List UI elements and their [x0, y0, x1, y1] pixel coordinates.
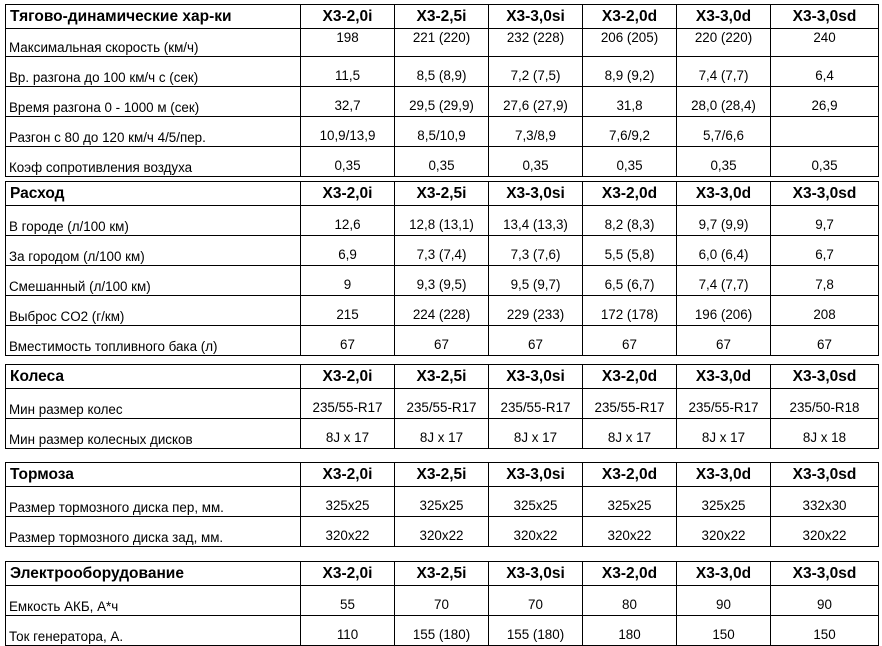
table-row: [6, 266, 879, 296]
model-header: X3-2,5i: [395, 5, 489, 29]
model-header: X3-3,0d: [677, 562, 771, 586]
cell-value: 6,7: [771, 236, 879, 266]
cell-value: 8J x 17: [489, 419, 583, 449]
cell-value: 8J x 17: [677, 419, 771, 449]
table-row: [6, 236, 879, 266]
model-header: X3-2,0i: [301, 463, 395, 487]
cell-value: 220 (220): [677, 29, 771, 57]
cell-value: 155 (180): [489, 616, 583, 646]
model-header: X3-2,0d: [583, 365, 677, 389]
cell-value: 8J x 17: [583, 419, 677, 449]
cell-value: 8,2 (8,3): [583, 206, 677, 236]
cell-value: 27,6 (27,9): [489, 87, 583, 117]
cell-value: 325x25: [301, 487, 395, 517]
cell-value: 6,5 (6,7): [583, 266, 677, 296]
cell-value: 198: [301, 29, 395, 57]
row-label: Коэф сопротивления воздуха: [6, 147, 301, 177]
cell-value: 325x25: [583, 487, 677, 517]
model-header: X3-3,0si: [489, 5, 583, 29]
table-row: [6, 487, 879, 517]
cell-value: 9,3 (9,5): [395, 266, 489, 296]
cell-value: 67: [301, 326, 395, 356]
cell-value: 9: [301, 266, 395, 296]
cell-value: 224 (228): [395, 296, 489, 326]
section-header: [6, 562, 879, 586]
cell-value: 180: [583, 616, 677, 646]
cell-value: 0,35: [301, 147, 395, 177]
cell-value: 0,35: [677, 147, 771, 177]
model-header: X3-3,0sd: [771, 5, 879, 29]
cell-value: 7,4 (7,7): [677, 266, 771, 296]
row-label: Смешанный (л/100 км): [6, 266, 301, 296]
cell-value: 235/55-R17: [301, 389, 395, 419]
model-header: X3-3,0d: [677, 365, 771, 389]
row-label: Максимальная скорость (км/ч): [6, 29, 301, 57]
cell-value: 235/55-R17: [583, 389, 677, 419]
table-row: [6, 296, 879, 326]
cell-value: 12,6: [301, 206, 395, 236]
cell-value: 150: [677, 616, 771, 646]
row-label: Выброс CO2 (г/км): [6, 296, 301, 326]
cell-value: 6,0 (6,4): [677, 236, 771, 266]
cell-value: 320x22: [301, 517, 395, 547]
cell-value: 90: [771, 586, 879, 616]
model-header: X3-2,5i: [395, 182, 489, 206]
section-title: Расход: [6, 182, 301, 206]
cell-value: 240: [771, 29, 879, 57]
cell-value: 80: [583, 586, 677, 616]
model-header: X3-2,0d: [583, 463, 677, 487]
row-label: Мин размер колес: [6, 389, 301, 419]
table-row: [6, 616, 879, 646]
cell-value: 232 (228): [489, 29, 583, 57]
cell-value: 67: [395, 326, 489, 356]
row-label: Размер тормозного диска зад, мм.: [6, 517, 301, 547]
model-header: X3-2,0i: [301, 562, 395, 586]
model-header: X3-3,0d: [677, 463, 771, 487]
cell-value: 9,7 (9,9): [677, 206, 771, 236]
cell-value: 155 (180): [395, 616, 489, 646]
cell-value: 229 (233): [489, 296, 583, 326]
cell-value: 10,9/13,9: [301, 117, 395, 147]
cell-value: 90: [677, 586, 771, 616]
cell-value: 7,4 (7,7): [677, 57, 771, 87]
cell-value: 235/55-R17: [489, 389, 583, 419]
cell-value: 7,6/9,2: [583, 117, 677, 147]
section-header: [6, 365, 879, 389]
model-header: X3-3,0sd: [771, 562, 879, 586]
section-header: [6, 182, 879, 206]
cell-value: 325x25: [677, 487, 771, 517]
model-header: X3-3,0sd: [771, 365, 879, 389]
cell-value: 9,7: [771, 206, 879, 236]
row-label: Размер тормозного диска пер, мм.: [6, 487, 301, 517]
table-row: [6, 389, 879, 419]
row-label: Мин размер колесных дисков: [6, 419, 301, 449]
cell-value: 8,5/10,9: [395, 117, 489, 147]
row-label: Время разгона 0 - 1000 м (сек): [6, 87, 301, 117]
cell-value: 208: [771, 296, 879, 326]
cell-value: 320x22: [489, 517, 583, 547]
cell-value: 5,5 (5,8): [583, 236, 677, 266]
model-header: X3-3,0sd: [771, 182, 879, 206]
cell-value: 150: [771, 616, 879, 646]
cell-value: 235/50-R18: [771, 389, 879, 419]
cell-value: 7,2 (7,5): [489, 57, 583, 87]
row-label: Ток генератора, А.: [6, 616, 301, 646]
section-title: Тормоза: [6, 463, 301, 487]
cell-value: 26,9: [771, 87, 879, 117]
table-row: [6, 147, 879, 177]
cell-value: 28,0 (28,4): [677, 87, 771, 117]
model-header: X3-3,0si: [489, 182, 583, 206]
table-electrical: [5, 561, 879, 646]
cell-value: 320x22: [583, 517, 677, 547]
cell-value: 0,35: [771, 147, 879, 177]
table-row: [6, 517, 879, 547]
row-label: В городе (л/100 км): [6, 206, 301, 236]
cell-value: 320x22: [395, 517, 489, 547]
cell-value: 7,3/8,9: [489, 117, 583, 147]
row-label: Вр. разгона до 100 км/ч с (сек): [6, 57, 301, 87]
model-header: X3-3,0si: [489, 562, 583, 586]
cell-value: 67: [583, 326, 677, 356]
cell-value: 67: [489, 326, 583, 356]
cell-value: 7,3 (7,4): [395, 236, 489, 266]
table-wheels: [5, 364, 879, 449]
table-row: [6, 29, 879, 57]
cell-value: 325x25: [489, 487, 583, 517]
section-header: [6, 463, 879, 487]
row-label: Емкость АКБ, А*ч: [6, 586, 301, 616]
cell-value: 8,9 (9,2): [583, 57, 677, 87]
model-header: X3-2,0i: [301, 182, 395, 206]
cell-value: 215: [301, 296, 395, 326]
model-header: X3-3,0sd: [771, 463, 879, 487]
table-dynamics: [5, 4, 879, 177]
cell-value: 32,7: [301, 87, 395, 117]
cell-value: 67: [771, 326, 879, 356]
cell-value: 235/55-R17: [395, 389, 489, 419]
section-header: [6, 5, 879, 29]
cell-value: 320x22: [677, 517, 771, 547]
cell-value: 221 (220): [395, 29, 489, 57]
table-brakes: [5, 462, 879, 547]
cell-value: 12,8 (13,1): [395, 206, 489, 236]
cell-value: 332x30: [771, 487, 879, 517]
cell-value: 13,4 (13,3): [489, 206, 583, 236]
table-row: [6, 57, 879, 87]
table-consumption: [5, 181, 879, 356]
section-title: Колеса: [6, 365, 301, 389]
cell-value: 110: [301, 616, 395, 646]
cell-value: 9,5 (9,7): [489, 266, 583, 296]
cell-value: 67: [677, 326, 771, 356]
cell-value: 0,35: [583, 147, 677, 177]
cell-value: [771, 117, 879, 147]
cell-value: 196 (206): [677, 296, 771, 326]
model-header: X3-2,0i: [301, 365, 395, 389]
cell-value: 70: [489, 586, 583, 616]
cell-value: 8J x 17: [301, 419, 395, 449]
cell-value: 235/55-R17: [677, 389, 771, 419]
model-header: X3-2,0d: [583, 562, 677, 586]
cell-value: 8J x 17: [395, 419, 489, 449]
cell-value: 29,5 (29,9): [395, 87, 489, 117]
cell-value: 0,35: [489, 147, 583, 177]
cell-value: 7,8: [771, 266, 879, 296]
cell-value: 0,35: [395, 147, 489, 177]
cell-value: 31,8: [583, 87, 677, 117]
cell-value: 325x25: [395, 487, 489, 517]
table-row: [6, 586, 879, 616]
cell-value: 55: [301, 586, 395, 616]
model-header: X3-2,0d: [583, 5, 677, 29]
model-header: X3-3,0d: [677, 182, 771, 206]
model-header: X3-2,5i: [395, 562, 489, 586]
cell-value: 6,4: [771, 57, 879, 87]
table-row: [6, 117, 879, 147]
table-row: [6, 326, 879, 356]
row-label: Разгон с 80 до 120 км/ч 4/5/пер.: [6, 117, 301, 147]
row-label: Вместимость топливного бака (л): [6, 326, 301, 356]
table-row: [6, 87, 879, 117]
cell-value: 5,7/6,6: [677, 117, 771, 147]
model-header: X3-2,0i: [301, 5, 395, 29]
cell-value: 8J x 18: [771, 419, 879, 449]
cell-value: 206 (205): [583, 29, 677, 57]
cell-value: 172 (178): [583, 296, 677, 326]
row-label: За городом (л/100 км): [6, 236, 301, 266]
model-header: X3-2,5i: [395, 365, 489, 389]
cell-value: 11,5: [301, 57, 395, 87]
model-header: X3-2,0d: [583, 182, 677, 206]
table-row: [6, 419, 879, 449]
model-header: X3-3,0d: [677, 5, 771, 29]
section-title: Электрооборудование: [6, 562, 301, 586]
model-header: X3-2,5i: [395, 463, 489, 487]
cell-value: 8,5 (8,9): [395, 57, 489, 87]
cell-value: 320x22: [771, 517, 879, 547]
table-row: [6, 206, 879, 236]
cell-value: 7,3 (7,6): [489, 236, 583, 266]
model-header: X3-3,0si: [489, 365, 583, 389]
model-header: X3-3,0si: [489, 463, 583, 487]
cell-value: 70: [395, 586, 489, 616]
section-title: Тягово-динамические хар-ки: [6, 5, 301, 29]
cell-value: 6,9: [301, 236, 395, 266]
